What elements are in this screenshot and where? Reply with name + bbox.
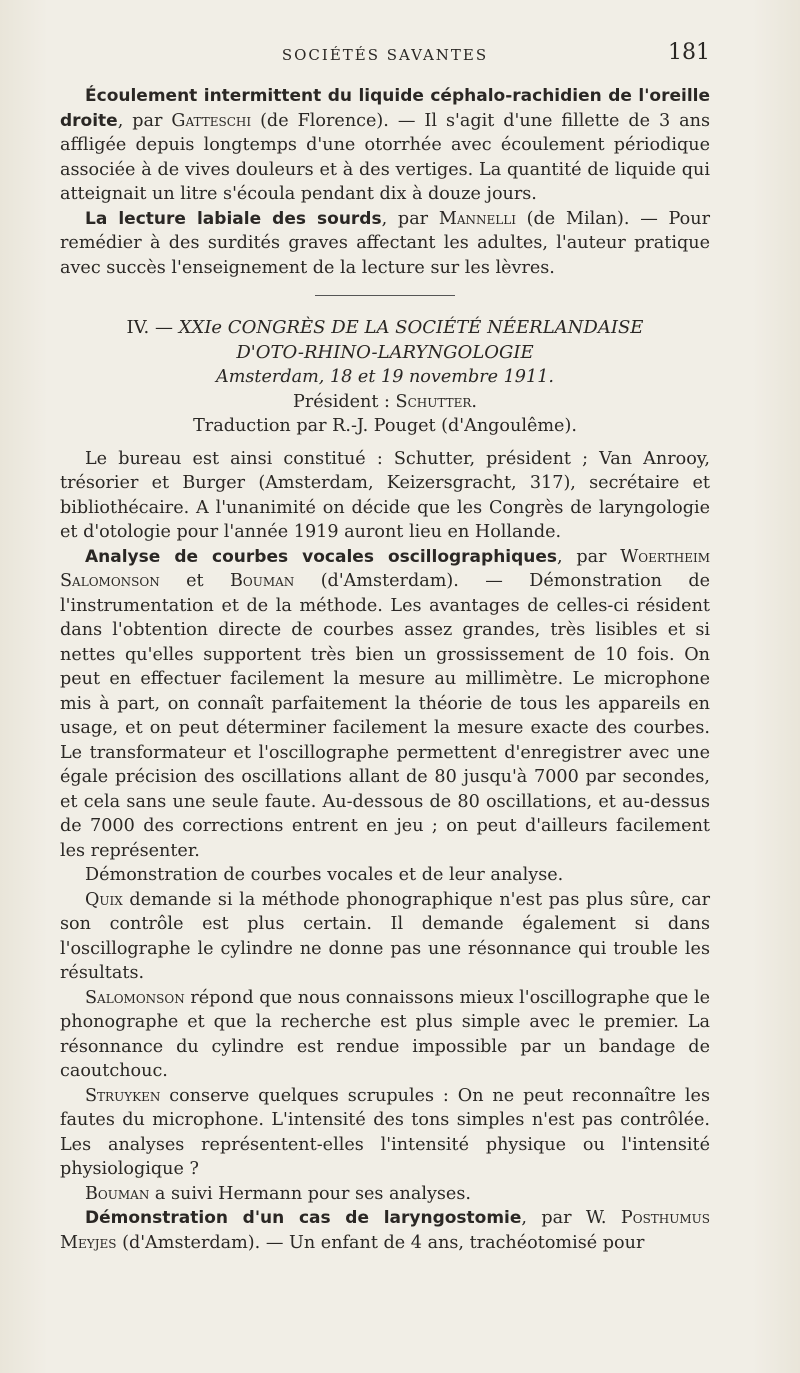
author-name: Gatteschi: [171, 110, 252, 131]
speaker-name: Bouman: [85, 1183, 150, 1204]
translation-credit: Traduction par R.-J. Pouget (d'Angoulême).: [193, 416, 577, 436]
speaker-name: Struyken: [85, 1085, 161, 1106]
article-title: Écoulement intermittent du liquide céphalo-rachidien de l'oreille droite: [60, 86, 710, 131]
section-title-line2: D'OTO-RHINO-LARYNGOLOGIE: [236, 341, 534, 363]
paragraph-bouman: Bouman a suivi Hermann pour ses analyses.: [85, 1183, 471, 1204]
paragraph-demonstration: Démonstration de courbes vocales et de leur analyse.: [85, 865, 564, 885]
paragraph-gatteschi: Écoulement intermittent du liquide céphalo-rachidien de l'oreille droite, par Gatteschi (de Florence). — Il s'agit d'une fillette de 3 ans affligée depuis longtemps d'une otorrhée avec écoulement périodique associée à de vives douleurs et à des vertiges. La quantité de liquide qui atteignait un litre s'écoula pendant dix à douze jours.: [60, 86, 710, 204]
section-heading: IV. — XXIe CONGRÈS DE LA SOCIÉTÉ NÉERLANDAISE: [126, 317, 644, 338]
speaker-name: Quix: [85, 889, 123, 910]
speaker-name: Salomonson: [85, 987, 185, 1008]
article-title: Démonstration d'un cas de laryngostomie: [85, 1208, 522, 1228]
body-text: [60, 84, 710, 1255]
author-name: Mannelli: [438, 208, 516, 229]
article-title: Analyse de courbes vocales oscillographiques: [85, 546, 558, 567]
page-header: [60, 40, 710, 70]
paragraph-quix: Quix demande si la méthode phonographique n'est pas plus sûre, car son contrôle est plus certain. Il demande également si dans l'oscillographe le cylindre ne donne pas une résonnance qui trouble les résultats.: [60, 889, 710, 983]
author-name: Woertheim Salomonson: [60, 546, 710, 591]
author-name: Posthumus Meyjes: [60, 1208, 710, 1253]
paragraph-analyse: Analyse de courbes vocales oscillographiques, par Woertheim Salomonson et Bouman (d'Amsterdam). — Démonstration de l'instrumentation et de la méthode. Les avantages de celles-ci résident dans l'obtention directe de courbes assez grandes, très lisibles et si nettes qu'elles supportent très bien un grossissement de 10 fois. On peut en effectuer facilement la mesure au millimètre. Le microphone mis à part, on connaît parfaitement la théorie de tous les appareils en usage, et on peut déterminer facilement la mesure exacte des courbes. Le transformateur et l'oscillographe permettent d'enregistrer avec une égale précision des oscillations allant de 80 jusqu'à 7000 par secondes, et cela sans une seule faute. Au-dessous de 80 oscillations, et au-dessus de 7000 des corrections entrent en jeu ; on peut d'ailleurs facilement les représenter.: [60, 546, 711, 861]
paragraph-struyken: Struyken conserve quelques scrupules : On ne peut reconnaître les fautes du microphone. L'intensité des tons simples n'est pas contrôlée. Les analyses représentent-elles l'intensité physique ou l'intensité physiologique ?: [60, 1085, 710, 1179]
paragraph-laryngostomie: Démonstration d'un cas de laryngostomie, par W. Posthumus Meyjes (d'Amsterdam). — Un enfant de 4 ans, trachéotomisé pour: [60, 1208, 710, 1253]
section-title-line1: XXIe CONGRÈS DE LA SOCIÉTÉ NÉERLANDAISE: [178, 317, 644, 338]
section-divider: [315, 295, 455, 296]
paragraph-bureau: Le bureau est ainsi constitué : Schutter, président ; Van Anrooy, trésorier et Burger (Amsterdam, Keizersgracht, 317), secrétaire et bibliothécaire. A l'unanimité on décide que les Congrès de laryngologie et d'otologie pour l'année 1919 auront lieu en Hollande.: [60, 448, 710, 542]
running-title: SOCIÉTÉS SAVANTES: [281, 46, 489, 64]
congress-dates: Amsterdam, 18 et 19 novembre 1911.: [216, 367, 554, 387]
author-name: Bouman: [229, 571, 295, 591]
page-number: 181: [668, 40, 710, 65]
paragraph-salomonson: Salomonson répond que nous connaissons mieux l'oscillographe que le phonographe et que la recherche est plus simple avec le premier. La résonnance du cylindre est rendue impossible par un bandage de caoutchouc.: [60, 987, 710, 1081]
congress-president: Président : Schutter.: [293, 391, 477, 412]
paragraph-mannelli: La lecture labiale des sourds, par Mannelli (de Milan). — Pour remédier à des surdités graves affectant les adultes, l'auteur pratique avec succès l'enseignement de la lecture sur les lèvres.: [60, 208, 710, 278]
article-title: La lecture labiale des sourds: [85, 208, 382, 229]
